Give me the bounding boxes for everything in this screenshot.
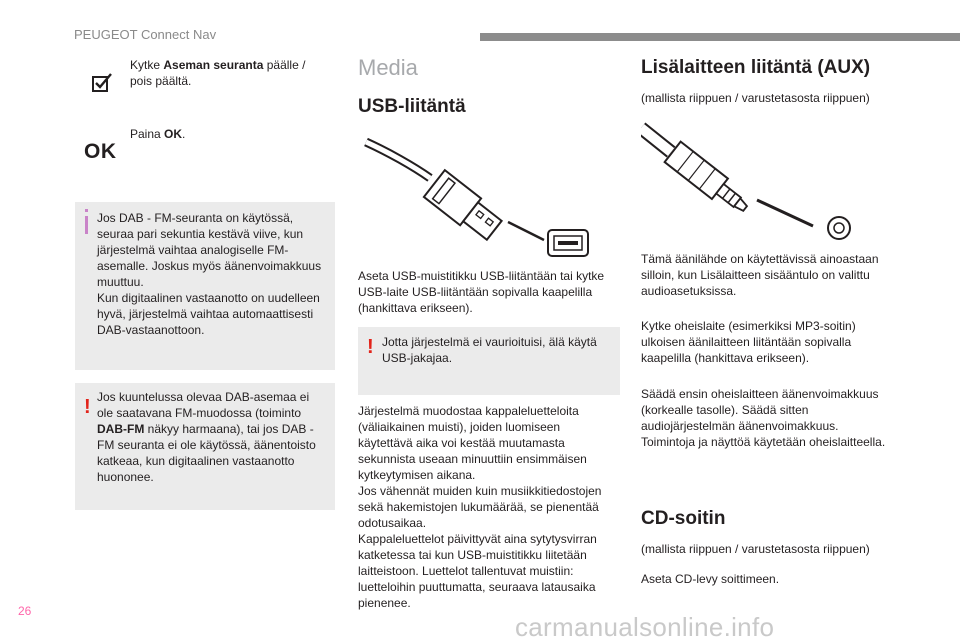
aux-jack-illustration (641, 122, 856, 240)
header-bar (480, 33, 960, 41)
usb-plug-illustration (358, 130, 593, 258)
cd-availability: (mallista riippuen / varustetasosta riippuen) (641, 542, 870, 556)
warning-icon: ! (367, 336, 374, 358)
warning-box-usb (358, 327, 620, 395)
info-note-box (75, 202, 335, 370)
aux-connect-text: Kytke oheislaite (esimerkiksi MP3-soitin) ulkoisen äänilaitteen liitäntään sopivalla kaapelilla (hankittava erikseen). (641, 319, 856, 365)
warning-text-dab: Jos kuuntelussa olevaa DAB-asemaa ei ole saatavana FM-muodossa (toiminto DAB-FM näkyy harmaana), tai jos DAB - FM seuranta ei ole käytössä, äänentoisto katkeaa, kun digitaalinen vastaanotto huononee. (97, 390, 316, 484)
cd-instruction: Aseta CD-levy soittimeen. (641, 572, 780, 586)
ok-icon: OK (84, 140, 117, 163)
aux-info-text: Tämä äänilähde on käytettävissä ainoastaan silloin, kun Lisälaitteen sisääntulo on valittu audioasetuksissa. (641, 252, 879, 298)
aux-section-title: Lisälaitteen liitäntä (AUX) (641, 57, 871, 78)
tracking-instruction: Kytke Aseman seuranta päälle / pois päältä. (130, 58, 306, 88)
warning-box-dab (75, 383, 335, 510)
watermark: carmanualsonline.info (515, 612, 775, 640)
cd-section-title: CD-soitin (641, 508, 726, 529)
info-icon (85, 216, 88, 234)
aux-availability: (mallista riippuen / varustetasosta riippuen) (641, 91, 870, 105)
page-number: 26 (18, 604, 32, 618)
info-note-text: Jos DAB - FM-seuranta on käytössä, seuraa pari sekuntia kestävä viive, kun järjestelmä vaihtaa analogiselle FM- asemalle. Joskus myös äänenvoimakkuus muuttuu. Kun digitaalinen vastaanotto on uudelleen hyvä, järjestelmä vaihtaa automaattisesti DAB-vastaanottoon. (97, 211, 322, 337)
warning-text-usb: Jotta järjestelmä ei vaurioituisi, älä käytä USB-jakajaa. (382, 335, 597, 365)
usb-instruction: Aseta USB-muistitikku USB-liitäntään tai kytke USB-laite USB-liitäntään sopivalla kaapelilla (hankittava erikseen). (358, 269, 605, 315)
ok-instruction: Paina OK. (130, 127, 186, 141)
playlist-info-text: Järjestelmä muodostaa kappaleluetteloita (väliaikainen muisti), joiden luomiseen käytettävä aika voi kestää muutamasta sekunnista useaan minuuttiin ensimmäisen kytkeytymisen aikana. Jos vähennät muiden kuin musiikkitiedostojen sekä hakemistojen lukumäärää, se pienentää odotusaikaa. Kappaleluettelot päivittyvät aina sytytysvirran katketessa tai kun USB-muistitikku liitetään laitteistoon. Luettelot tallentuvat muistiin: luetteloihin puuttumatta, seuraava latausaika pienenee. (358, 404, 602, 610)
checkbox-tick-icon (90, 71, 112, 93)
usb-section-title: USB-liitäntä (358, 96, 466, 117)
warning-icon: ! (84, 396, 91, 418)
media-section-title: Media (358, 55, 418, 80)
aux-volume-text: Säädä ensin oheislaitteen äänenvoimakkuus (korkealle tasolle). Säädä sitten audiojärjestelmän äänenvoimakkuus. Toimintoja ja näyttöä käytetään oheislaitteella. (641, 387, 886, 449)
header-title: PEUGEOT Connect Nav (74, 27, 217, 42)
